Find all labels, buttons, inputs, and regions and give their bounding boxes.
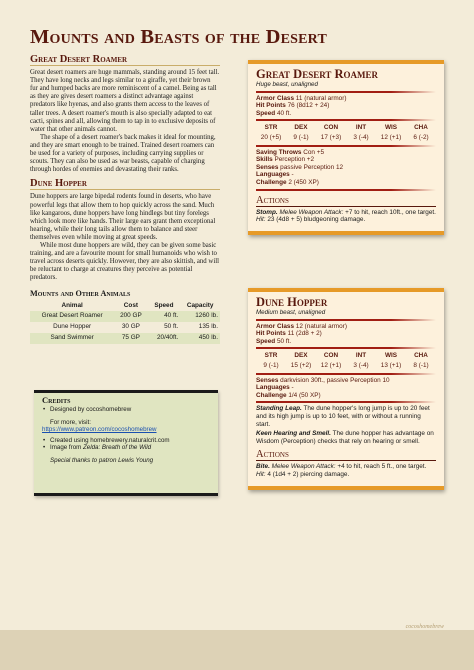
stat-divider [256, 145, 436, 147]
stat-divider [256, 91, 436, 93]
action-name: Stomp. [256, 208, 278, 216]
action-name: Bite. [256, 463, 270, 471]
ability-score: 9 (-1) [293, 133, 309, 141]
stat-divider [256, 189, 436, 191]
hopper-stat-block [248, 288, 444, 490]
action-hit: Hit: [256, 216, 266, 224]
stat-label: Armor Class [256, 94, 295, 102]
table-cell: 450 lb. [180, 333, 220, 344]
table-cell: Great Desert Roamer [30, 311, 114, 322]
stat-label: Saving Throws [256, 148, 302, 156]
stat-skills [256, 156, 436, 164]
credits-heading: Credits [42, 395, 71, 405]
ability-score: 17 (+3) [320, 133, 342, 141]
ability-score: 20 (+5) [260, 133, 282, 141]
action-text: +7 to hit, reach 10ft., one target. [343, 208, 436, 216]
action-damage: 23 (4d8 + 5) bludgeoning damage. [265, 216, 366, 224]
stat-block-type: Huge beast, unaligned [256, 81, 318, 88]
stat-value: Perception +2 [274, 156, 315, 164]
stat-saves [256, 149, 436, 157]
stat-value: 2 (450 XP) [288, 178, 319, 186]
credits-designed: • Designed by cocoshomebrew [42, 406, 210, 413]
stat-label: Challenge [256, 178, 287, 186]
table-row [30, 311, 220, 322]
hopper-paragraph-2: While most dune hoppers are wild, they can be given some basic training, and are a favourite mount for small humanoids who wish to travel across deserts quickly. However, they are also skittish, and will be reluctant to charge at creatures they perceive as potential predators. [30, 241, 219, 282]
table-cell: Dune Hopper [53, 323, 92, 331]
ability-score: 15 (+2) [290, 361, 312, 369]
stat-divider [256, 347, 436, 349]
column-header: Cost [123, 301, 138, 309]
credits-box [34, 390, 218, 496]
stat-challenge [256, 179, 436, 187]
ability-name: WIS [384, 352, 398, 360]
action-hit: Hit: [256, 470, 266, 478]
stat-value: darkvision 30ft., passive Perception 10 [280, 376, 390, 384]
stat-label: Languages [256, 171, 290, 179]
hopper-paragraph-1: Dune hoppers are large bipedal rodents found in deserts, who have powerful legs that allow them to hop quickly across the sand. Much like kangaroos, dune hoppers have long hindlegs but tiny forelegs which look more like hands. Their large ears grant them exceptional hearing, while their long tails allow them to balance and steer themselves even while moving at great speeds. [30, 193, 216, 241]
stat-hp [256, 330, 436, 338]
table-row [30, 333, 220, 344]
trait-standing-leap [256, 405, 436, 428]
page-footer: cocoshomebrew [405, 624, 444, 630]
stat-label: Challenge [256, 391, 287, 399]
stat-value: - [291, 384, 294, 392]
stat-languages [256, 384, 436, 392]
animals-table [30, 301, 220, 344]
ability-score: 12 (+1) [320, 361, 342, 369]
roamer-stat-block [248, 60, 444, 235]
action-type: Melee Weapon Attack: [279, 208, 344, 216]
stat-value: 76 (8d12 + 24) [287, 102, 330, 110]
stat-block-type: Medium beast, unaligned [256, 309, 326, 316]
stat-label: Hit Points [256, 102, 286, 110]
stat-divider [256, 401, 436, 403]
stat-label: Skills [256, 156, 273, 164]
stat-label: Armor Class [256, 322, 295, 330]
ability-name: STR [264, 124, 278, 132]
table-cell: 40 ft. [148, 311, 181, 322]
table-cell: Sand Swimmer [30, 333, 114, 344]
credits-created: • Created using homebrewery.naturalcrit.com [42, 437, 210, 444]
stat-languages [256, 171, 436, 179]
table-cell: 50 ft. [164, 323, 179, 331]
stat-value: 12 (natural armor) [295, 322, 347, 330]
action-type: Melee Weapon Attack: [271, 463, 336, 471]
stat-value: passive Perception 12 [280, 163, 344, 171]
stat-value: 50 ft. [276, 337, 292, 345]
page-bottom-margin [0, 630, 474, 670]
stat-value: 11 (2d8 + 2) [287, 330, 322, 338]
trait-text: The dune hopper's long jump is up to 20 feet and its high jump is up to 10 feet, with or without a running start. [256, 405, 430, 428]
ability-name: INT [355, 352, 367, 360]
column-header: Animal [61, 301, 83, 309]
table-cell: 200 GP [114, 311, 147, 322]
table-header-row [30, 301, 220, 311]
column-header: Capacity [186, 301, 214, 309]
ability-names [256, 123, 436, 133]
ability-scores [256, 133, 436, 143]
credits-image [42, 444, 210, 451]
column-header: Speed [154, 301, 174, 309]
ability-names [256, 351, 436, 361]
ability-name: WIS [384, 124, 398, 132]
action-bite [256, 463, 436, 478]
table-cell: 20/40ft. [148, 333, 181, 344]
stat-ac [256, 95, 436, 103]
stat-label: Speed [256, 337, 276, 345]
table-cell: 1260 lb. [180, 311, 220, 322]
stat-divider [256, 373, 436, 375]
trait-name: Keen Hearing and Smell. [256, 430, 331, 438]
stat-label: Languages [256, 384, 290, 392]
ability-score: 6 (-2) [413, 133, 429, 141]
action-stomp [256, 209, 436, 224]
stat-speed [256, 338, 436, 346]
stat-value: 1/4 (50 XP) [288, 391, 321, 399]
credits-list [42, 406, 210, 413]
action-damage: 4 (1d4 + 2) piercing damage. [265, 470, 350, 478]
stat-value: - [291, 171, 294, 179]
page-title: Mounts and Beasts of the Desert [30, 26, 328, 48]
ability-name: CON [323, 124, 339, 132]
animals-table-heading: Mounts and Other Animals [30, 289, 131, 299]
credits-patreon-link[interactable] [42, 426, 210, 433]
ability-name: INT [355, 124, 367, 132]
ability-score: 3 (-4) [353, 133, 369, 141]
stat-label: Hit Points [256, 330, 286, 338]
stat-label: Speed [256, 109, 276, 117]
ability-name: DEX [294, 124, 308, 132]
stat-challenge [256, 392, 436, 400]
ability-score: 13 (+1) [380, 361, 402, 369]
left-column [30, 56, 220, 344]
stat-value: 40 ft. [276, 109, 292, 117]
trait-keen-hearing [256, 430, 436, 445]
stat-hp [256, 102, 436, 110]
stat-senses [256, 164, 436, 172]
table-cell: 135 lb. [198, 323, 218, 331]
stat-ac [256, 323, 436, 331]
ability-score: 8 (-1) [413, 361, 429, 369]
stat-divider [256, 119, 436, 121]
ability-name: STR [264, 352, 278, 360]
credits-image-prefix: Image from [50, 444, 84, 452]
stat-value: 11 (natural armor) [295, 94, 347, 102]
stat-senses [256, 377, 436, 385]
roamer-paragraph-2: The shape of a desert roamer's back makes it ideal for mounting, and they are smart enough to be trained. Trained desert roamers can be used for a variety of purposes, including carrying supplies or scouts. They can also be used as war beasts, capable of charging through hordes of enemies and devastating their ranks. [30, 133, 216, 174]
action-text: +4 to hit, reach 5 ft., one target. [335, 463, 427, 471]
stat-block-name: Great Desert Roamer [256, 67, 379, 81]
stat-label: Senses [256, 163, 279, 171]
patreon-link[interactable]: https://www.patreon.com/cocoshomebrew [42, 426, 157, 434]
ability-name: CHA [414, 352, 428, 360]
stat-divider [256, 319, 436, 321]
table-row [30, 322, 220, 333]
credits-thanks: Special thanks to patron Lewis Young [50, 457, 154, 465]
roamer-heading: Great Desert Roamer [30, 56, 220, 66]
ability-name: CON [323, 352, 339, 360]
table-cell: 30 GP [121, 323, 140, 331]
credits-more-label: For more, visit: [50, 418, 91, 426]
stat-value: Con +5 [303, 148, 325, 156]
table-cell: 75 GP [114, 333, 147, 344]
credits-list-2 [42, 437, 210, 452]
roamer-paragraph-1: Great desert roamers are huge mammals, standing around 15 feet tall. They have long necks and legs similar to a giraffe, yet their brown fur and humped backs are more reminiscent of a camel. Being as tall as they are gives desert roamers a distinct advantage against predators like hyenas, and also grants them access to the leaves of taller trees. A desert roamer's mouth is also specially adapted to eat cacti, spines and all, allowing them to tap in to exclusive deposits of water that other animals cannot. [30, 69, 220, 133]
stat-speed [256, 110, 436, 118]
trait-name: Standing Leap. [256, 405, 302, 413]
ability-name: CHA [414, 124, 428, 132]
ability-name: DEX [294, 352, 308, 360]
ability-score: 3 (-4) [353, 361, 369, 369]
trait-text: The dune hopper has advantage on Wisdom (Perception) checks that rely on hearing or smell. [256, 430, 434, 445]
hopper-heading: Dune Hopper [30, 180, 220, 190]
stat-block-name: Dune Hopper [256, 295, 328, 309]
credits-image-title: Zelda: Breath of the Wild [83, 444, 152, 452]
ability-score: 12 (+1) [380, 133, 402, 141]
stat-label: Senses [256, 376, 279, 384]
ability-scores [256, 361, 436, 371]
actions-heading: Actions [256, 195, 436, 207]
actions-heading: Actions [256, 449, 436, 461]
ability-score: 9 (-1) [263, 361, 279, 369]
